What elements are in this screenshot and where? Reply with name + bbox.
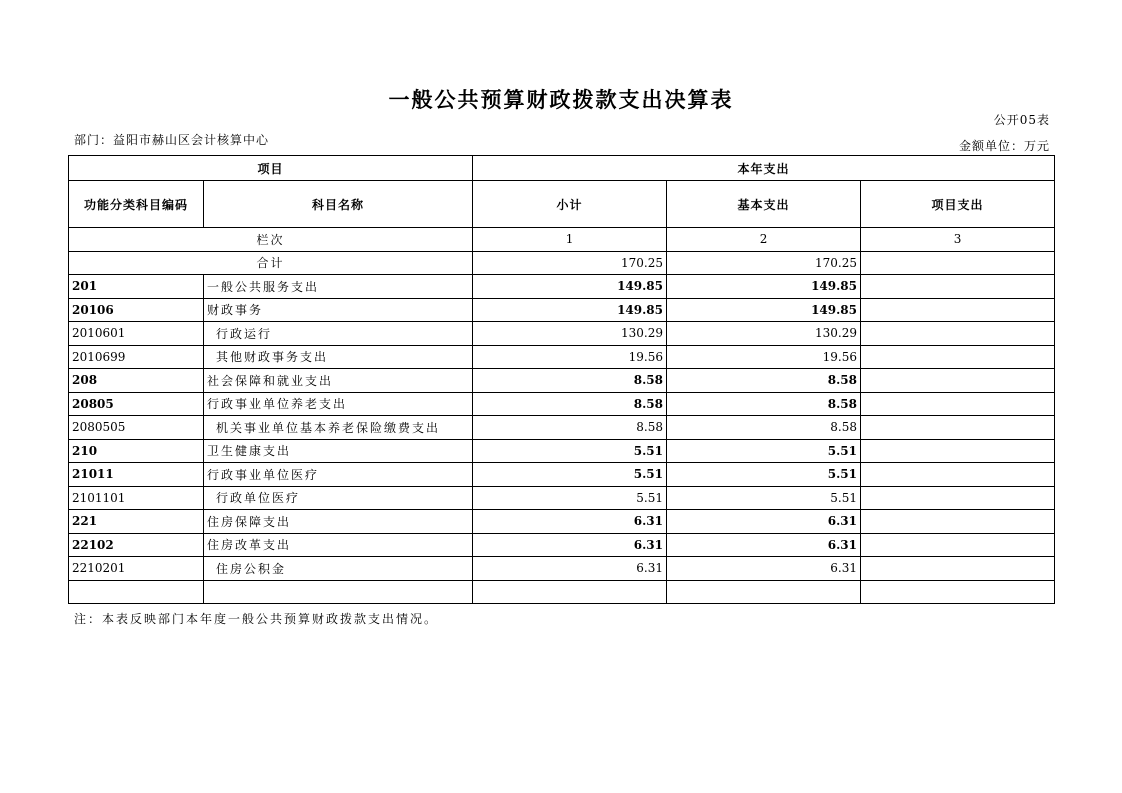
total-row <box>69 251 1055 275</box>
row-code: 2010699 <box>69 345 204 369</box>
row-basic: 8.58 <box>667 392 861 416</box>
row-name: 其他财政事务支出 <box>204 345 473 369</box>
row-subtotal: 6.31 <box>473 557 667 581</box>
row-subtotal: 6.31 <box>473 510 667 534</box>
row-basic: 8.58 <box>667 369 861 393</box>
row-name: 机关事业单位基本养老保险缴费支出 <box>204 416 473 440</box>
row-name: 社会保障和就业支出 <box>204 369 473 393</box>
header-project-exp: 项目支出 <box>861 181 1055 228</box>
row-subtotal: 8.58 <box>473 369 667 393</box>
row-code: 210 <box>69 439 204 463</box>
row-project <box>861 439 1055 463</box>
expenditure-table <box>68 155 1055 604</box>
row-subtotal: 130.29 <box>473 322 667 346</box>
header-subject-name: 科目名称 <box>204 181 473 228</box>
total-label: 合计 <box>69 251 473 275</box>
row-subtotal: 8.58 <box>473 392 667 416</box>
row-basic: 8.58 <box>667 416 861 440</box>
row-code: 2210201 <box>69 557 204 581</box>
row-basic <box>667 580 861 604</box>
row-subtotal: 5.51 <box>473 439 667 463</box>
row-name: 行政事业单位医疗 <box>204 463 473 487</box>
row-code: 20805 <box>69 392 204 416</box>
row-project <box>861 298 1055 322</box>
total-project <box>861 251 1055 275</box>
page-title: 一般公共预算财政拨款支出决算表 <box>388 88 734 112</box>
table-row <box>69 369 1055 393</box>
column-number-1: 1 <box>473 228 667 252</box>
row-basic: 6.31 <box>667 510 861 534</box>
row-name: 住房保障支出 <box>204 510 473 534</box>
row-subtotal: 5.51 <box>473 463 667 487</box>
row-project <box>861 322 1055 346</box>
table-row <box>69 486 1055 510</box>
row-name: 住房公积金 <box>204 557 473 581</box>
row-code: 2101101 <box>69 486 204 510</box>
row-code: 2080505 <box>69 416 204 440</box>
table-row <box>69 557 1055 581</box>
row-basic: 5.51 <box>667 463 861 487</box>
row-project <box>861 369 1055 393</box>
header-row-sub <box>69 181 1055 228</box>
table-row <box>69 345 1055 369</box>
table-row <box>69 322 1055 346</box>
row-code: 22102 <box>69 533 204 557</box>
row-code: 2010601 <box>69 322 204 346</box>
footnote: 注：本表反映部门本年度一般公共预算财政拨款支出情况。 <box>74 612 439 626</box>
row-project <box>861 463 1055 487</box>
header-subtotal: 小计 <box>473 181 667 228</box>
header-func-code: 功能分类科目编码 <box>69 181 204 228</box>
row-name <box>204 580 473 604</box>
column-number-3: 3 <box>861 228 1055 252</box>
header-basic: 基本支出 <box>667 181 861 228</box>
row-basic: 5.51 <box>667 439 861 463</box>
row-code: 208 <box>69 369 204 393</box>
row-code: 221 <box>69 510 204 534</box>
row-project <box>861 486 1055 510</box>
table-row <box>69 416 1055 440</box>
total-subtotal: 170.25 <box>473 251 667 275</box>
column-number-label: 栏次 <box>69 228 473 252</box>
row-name: 住房改革支出 <box>204 533 473 557</box>
row-basic: 6.31 <box>667 533 861 557</box>
table-row <box>69 275 1055 299</box>
column-number-row <box>69 228 1055 252</box>
header-current-year: 本年支出 <box>473 156 1055 181</box>
row-project <box>861 510 1055 534</box>
row-code: 201 <box>69 275 204 299</box>
row-basic: 130.29 <box>667 322 861 346</box>
row-code: 20106 <box>69 298 204 322</box>
row-basic: 149.85 <box>667 275 861 299</box>
row-name: 卫生健康支出 <box>204 439 473 463</box>
table-row <box>69 463 1055 487</box>
header-project: 项目 <box>69 156 473 181</box>
row-name: 行政运行 <box>204 322 473 346</box>
row-subtotal: 5.51 <box>473 486 667 510</box>
table-row <box>69 439 1055 463</box>
table-row <box>69 580 1055 604</box>
row-name: 行政事业单位养老支出 <box>204 392 473 416</box>
row-subtotal: 6.31 <box>473 533 667 557</box>
table-row <box>69 392 1055 416</box>
row-project <box>861 533 1055 557</box>
row-basic: 149.85 <box>667 298 861 322</box>
row-name: 行政单位医疗 <box>204 486 473 510</box>
column-number-2: 2 <box>667 228 861 252</box>
row-project <box>861 580 1055 604</box>
row-basic: 5.51 <box>667 486 861 510</box>
row-project <box>861 345 1055 369</box>
row-project <box>861 392 1055 416</box>
row-subtotal <box>473 580 667 604</box>
row-project <box>861 275 1055 299</box>
total-basic: 170.25 <box>667 251 861 275</box>
table-row <box>69 510 1055 534</box>
row-basic: 6.31 <box>667 557 861 581</box>
header-row-top <box>69 156 1055 181</box>
row-basic: 19.56 <box>667 345 861 369</box>
row-code <box>69 580 204 604</box>
row-subtotal: 149.85 <box>473 298 667 322</box>
row-subtotal: 19.56 <box>473 345 667 369</box>
row-project <box>861 416 1055 440</box>
table-row <box>69 298 1055 322</box>
row-name: 一般公共服务支出 <box>204 275 473 299</box>
row-name: 财政事务 <box>204 298 473 322</box>
row-subtotal: 149.85 <box>473 275 667 299</box>
row-code: 21011 <box>69 463 204 487</box>
department-label: 部门：益阳市赫山区会计核算中心 <box>74 133 270 147</box>
form-code: 公开05表 <box>993 113 1050 127</box>
unit-label: 金额单位：万元 <box>958 139 1050 153</box>
table-row <box>69 533 1055 557</box>
row-project <box>861 557 1055 581</box>
row-subtotal: 8.58 <box>473 416 667 440</box>
